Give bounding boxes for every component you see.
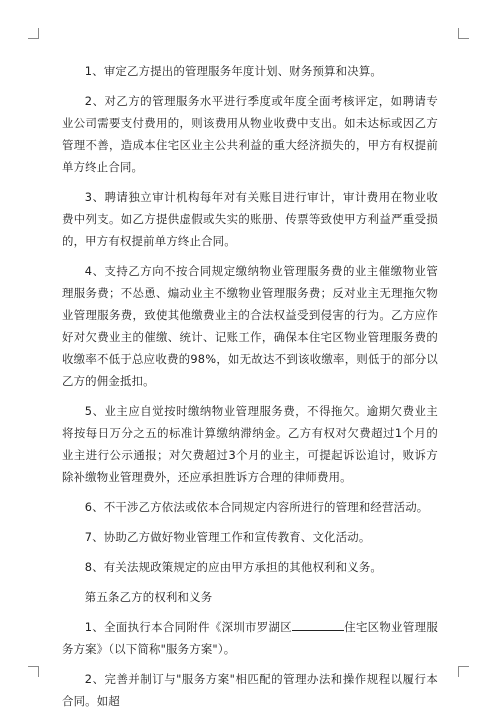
paragraph-2: 2、对乙方的管理服务水平进行季度或年度全面考核评定，如聘请专业公司需要支付费用的，则该费用从物业收费中支出。如未达标或因乙方管理不善，造成本住宅区业主公共利益的重大经济损失的，甲方有权提前单方终止合同。 [62, 94, 438, 174]
paragraph-6: 6、不干涉乙方依法或依本合同规定内容所进行的管理和经营活动。 [84, 500, 429, 514]
fill-in-blank [292, 618, 344, 631]
section-item-1 [62, 616, 438, 660]
section-heading: 第五条乙方的权利和义务 [84, 590, 213, 604]
section-item-1-text-after: 住宅区物业管理服务方案》（以下简称"服务方案"）。 [62, 620, 438, 656]
paragraph-5: 5、业主应自觉按时缴纳物业管理服务费，不得拖欠。逾期欠费业主将按每日万分之五的标准计算缴纳滞纳金。乙方有权对欠费超过1个月的业主进行公示通报；对欠费超过3个月的业主，可提起诉讼追讨，败诉方除补缴物业管理费外，还应承担胜诉方合理的律师费用。 [62, 404, 438, 484]
section-item-2: 2、完善并制订与"服务方案"相匹配的管理办法和操作规程以履行本合同。如超 [62, 672, 438, 708]
document-body [62, 60, 438, 720]
paragraph-1: 1、审定乙方提出的管理服务年度计划、财务预算和决算。 [84, 64, 383, 78]
paragraph-7: 7、协助乙方做好物业管理工作和宣传教育、文化活动。 [84, 530, 371, 544]
paragraph-3: 3、聘请独立审计机构每年对有关账目进行审计，审计费用在物业收费中列支。如乙方提供虚假或失实的账册、传票等致使甲方利益严重受损的，甲方有权提前单方终止合同。 [62, 190, 438, 248]
crop-mark-bottom-left [28, 666, 39, 677]
crop-mark-top-left [28, 28, 39, 39]
paragraph-8: 8、有关法规政策规定的应由甲方承担的其他权利和义务。 [84, 560, 383, 574]
section-item-1-text-before: 1、全面执行本合同附件《深圳市罗湖区 [84, 620, 293, 634]
crop-mark-bottom-right [458, 666, 469, 677]
paragraph-4: 4、支持乙方向不按合同规定缴纳物业管理服务费的业主催缴物业管理服务费；不怂恿、煽动业主不缴物业管理服务费；反对业主无理拖欠物业管理服务费，致使其他缴费业主的合法权益受到侵害的行为。乙方应作好对欠费业主的催缴、统计、记账工作，确保本住宅区物业管理服务费的收缴率不低于总应收费的98%，如无故达不到该收缴率，则低于的部分以乙方的佣金抵扣。 [62, 264, 438, 388]
crop-mark-top-right [458, 28, 469, 39]
